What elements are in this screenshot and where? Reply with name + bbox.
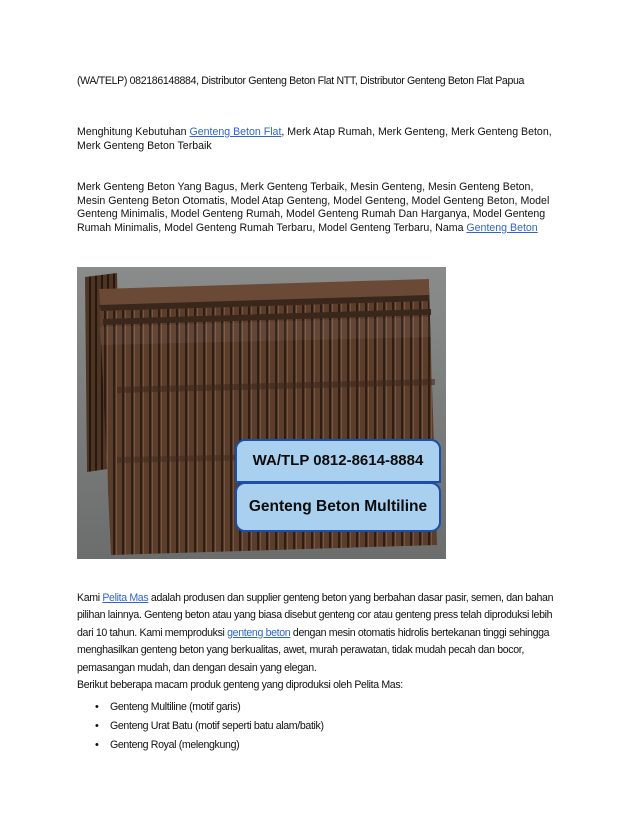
para1-text-after: , Merk Atap Rumah, Merk Genteng, Merk Genteng Beton, Merk Genteng Beton Terbaik [77,126,552,152]
list-item-text: Genteng Multiline (motif garis) [110,701,241,713]
link-genteng-beton-flat[interactable]: Genteng Beton Flat [189,126,282,138]
paragraph-1 [77,126,557,153]
para3-text-1: Kami [77,592,103,604]
link-pelita-mas[interactable]: Pelita Mas [102,592,149,604]
banner-product-name: Genteng Beton Multiline [235,482,441,532]
paragraph-4: Berikut beberapa macam produk genteng yang diproduksi oleh Pelita Mas: [77,679,403,691]
bullet-icon: • [95,739,99,751]
product-photo [77,267,446,559]
para3-text-3: dengan mesin otomatis hidrolis bertekanan tinggi sehingga menghasilkan genteng beton yang berkualitas, awet, murah perawatan, tidak mudah pecah dan bocor, pemasangan mudah, dan dengan desain yang elegan. [77,626,550,674]
bullet-icon: • [95,701,99,713]
banner-phone: WA/TLP 0812-8614-8884 [235,439,441,483]
list-item [95,700,495,714]
paragraph-3 [77,590,557,677]
para2-text: Merk Genteng Beton Yang Bagus, Merk Genteng Terbaik, Mesin Genteng, Mesin Genteng Beton, Mesin Genteng Beton Otomatis, Model Atap Genteng, Model Genteng, Model Genteng Beton, Model Genteng Minimalis, Model Genteng Rumah, Model Genteng Rumah Dan Harganya, Model Genteng Rumah Minimalis, Model Genteng Rumah Terbaru, Model Genteng Terbaru, Nama [77,181,550,234]
bullet-icon: • [95,720,99,732]
list-item-text: Genteng Urat Batu (motif seperti batu alam/batik) [110,720,324,732]
para1-text-before: Menghitung Kebutuhan [77,126,190,138]
link-genteng-beton[interactable]: Genteng Beton [466,221,538,234]
paragraph-2 [77,181,557,235]
product-list [95,700,495,757]
header-line: (WA/TELP) 082186148884, Distributor Genteng Beton Flat NTT, Distributor Genteng Beton Flat Papua [77,75,525,87]
list-item [95,738,495,752]
para3-text-2: adalah produsen dan supplier genteng beton yang berbahan dasar pasir, semen, dan bahan pilihan lainnya. Genteng beton atau yang biasa disebut genteng cor atau genteng press telah diproduksi lebih dari 10 tahun. Kami memproduksi [77,592,554,639]
list-item-text: Genteng Royal (melengkung) [110,739,240,751]
list-item [95,719,495,733]
link-genteng-beton-2[interactable]: genteng beton [227,626,291,639]
